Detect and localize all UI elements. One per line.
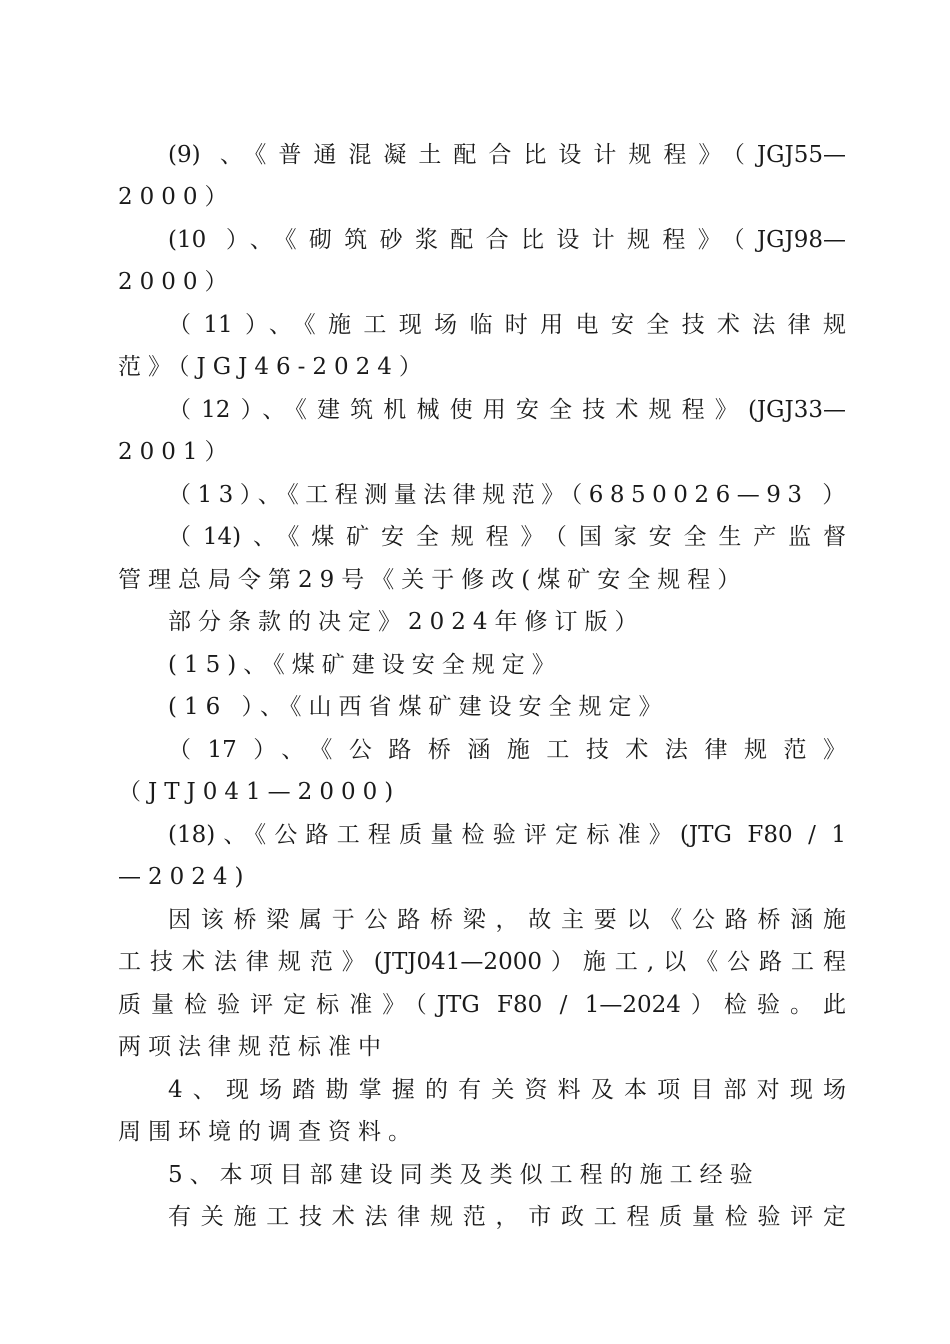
text-line: (18)、《公路工程质量检验评定标准》(JTG F80 / 1 bbox=[168, 822, 846, 848]
text-line: 质量检验评定标准》（JTG F80 / 1—2024）检验。此 bbox=[118, 992, 846, 1018]
text-line: (9) 、《普通混凝土配合比设计规程》（JGJ55— bbox=[168, 142, 846, 168]
text-line: 工技术法律规范》(JTJ041—2000）施工,以《公路工程 bbox=[118, 949, 846, 975]
text-line: 范》（JGJ46-2024） bbox=[118, 354, 429, 380]
text-line: （11）、《施工现场临时用电安全技术法律规 bbox=[168, 312, 846, 338]
text-line: 管理总局令第29号《关于修改(煤矿安全规程） bbox=[118, 567, 748, 593]
text-line: 4、现场踏勘掌握的有关资料及本项目部对现场 bbox=[168, 1077, 846, 1103]
text-line: 两项法律规范标准中 bbox=[118, 1034, 388, 1060]
text-line: （JTJ041—2000) bbox=[118, 779, 401, 805]
text-line: 5、本项目部建设同类及类似工程的施工经验 bbox=[168, 1162, 760, 1188]
text-line: 2000） bbox=[118, 184, 235, 210]
text-line: 周围环境的调查资料。 bbox=[118, 1119, 418, 1145]
text-line: 因该桥梁属于公路桥梁，故主要以《公路桥涵施 bbox=[168, 907, 846, 933]
text-line: (16 ）、《山西省煤矿建设安全规定》 bbox=[168, 694, 669, 720]
text-line: （17）、《公路桥涵施工技术法律规范》 bbox=[168, 737, 846, 763]
text-line: 有关施工技术法律规范，市政工程质量检验评定 bbox=[168, 1204, 846, 1230]
text-line: (10 ）、《砌筑砂浆配合比设计规程》（JGJ98— bbox=[168, 227, 846, 253]
text-line: 2001） bbox=[118, 439, 235, 465]
text-line: （14)、《煤矿安全规程》（国家安全生产监督 bbox=[168, 524, 846, 550]
text-line: —2024) bbox=[118, 864, 251, 890]
text-line: （12）、《建筑机械使用安全技术规程》(JGJ33— bbox=[168, 397, 846, 423]
text-line: 2000） bbox=[118, 269, 235, 295]
text-line: 部分条款的决定》2024年修订版） bbox=[168, 609, 645, 635]
text-line: (15)、《煤矿建设安全规定》 bbox=[168, 652, 562, 678]
text-line: （13）、《工程测量法律规范》（6850026—93 ） bbox=[168, 482, 852, 508]
